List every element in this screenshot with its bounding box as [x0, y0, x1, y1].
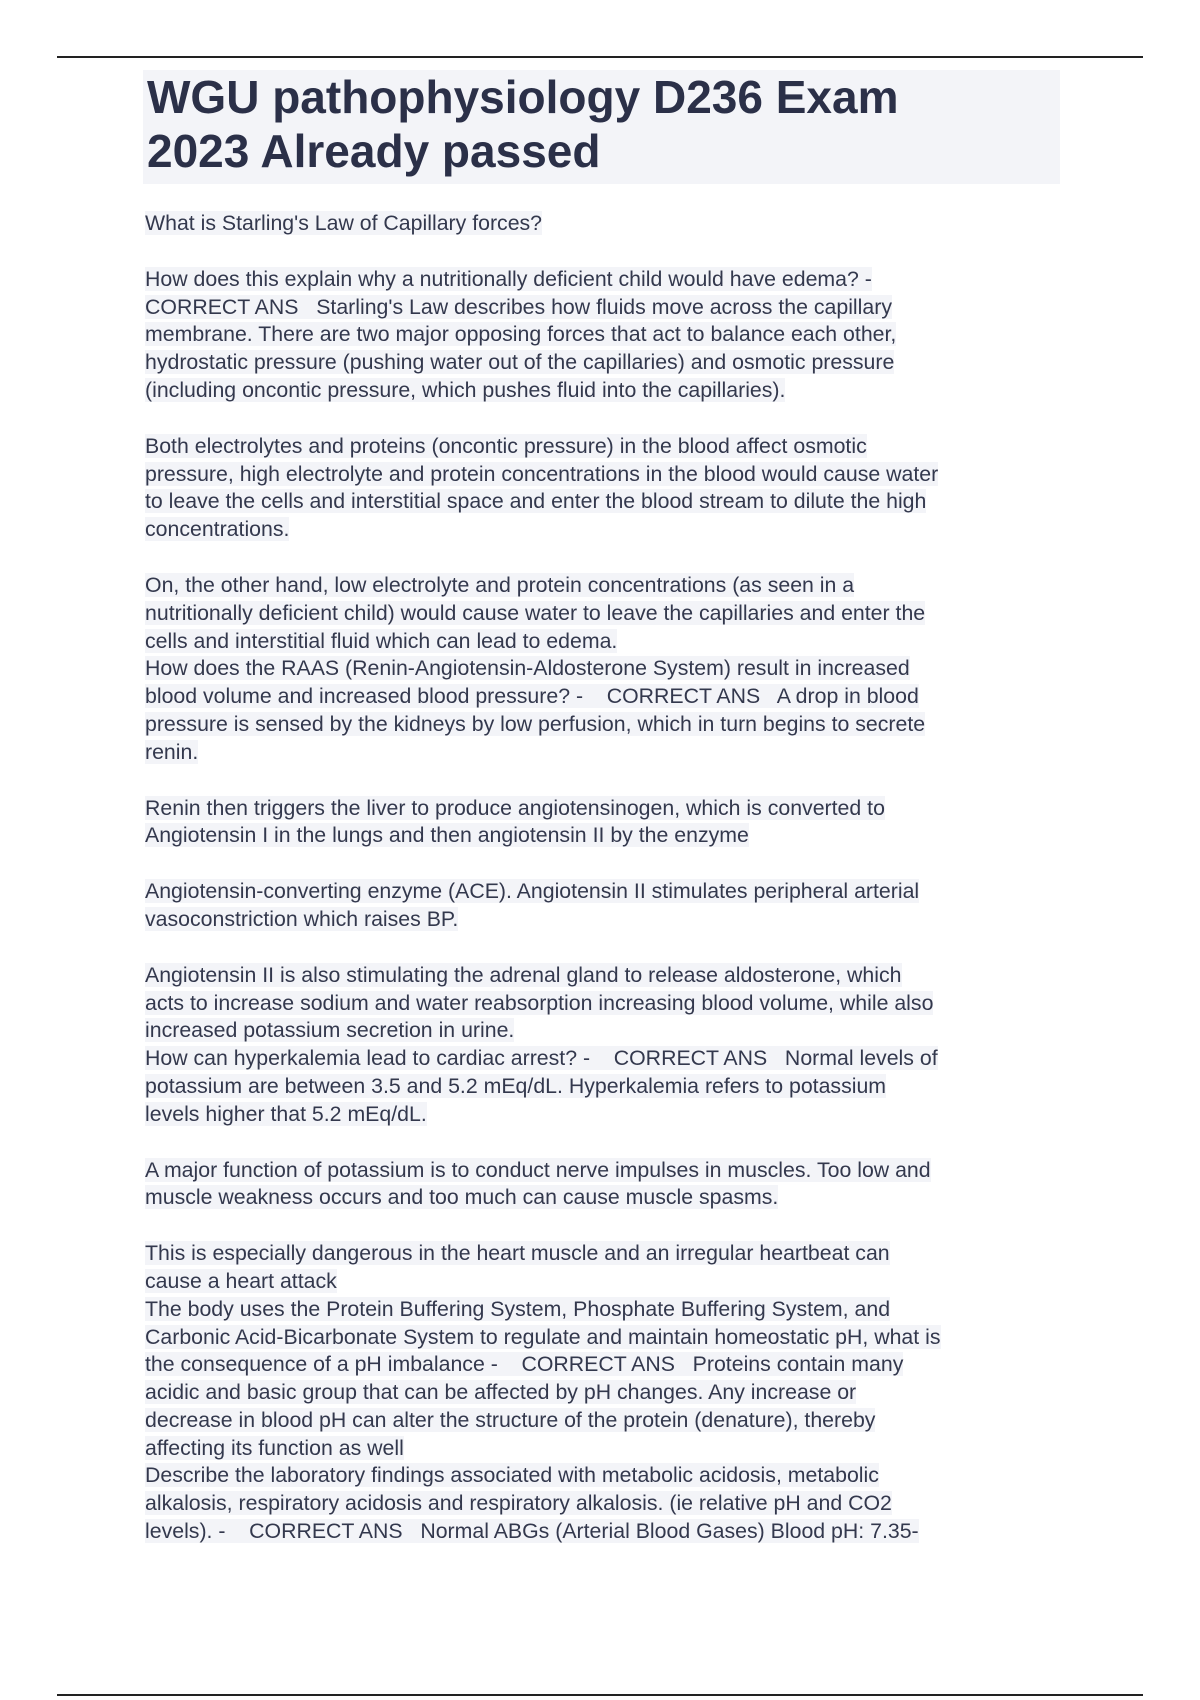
text-line-content: acidic and basic group that can be affected by pH changes. Any increase or — [145, 1380, 857, 1405]
text-line-content: levels higher that 5.2 mEq/dL. — [145, 1101, 427, 1126]
text-line — [145, 962, 1065, 990]
text-line — [145, 433, 1065, 461]
text-line-content: increased potassium secretion in urine. — [145, 1018, 515, 1043]
text-line — [145, 1101, 1065, 1129]
text-line-content: alkalosis, respiratory acidosis and respiratory alkalosis. (ie relative pH and CO2 — [145, 1491, 892, 1516]
text-line-content: nutritionally deficient child) would cause water to leave the capillaries and enter the — [145, 600, 926, 625]
text-line-content: How does the RAAS (Renin-Angiotensin-Aldosterone System) result in increased — [145, 656, 910, 681]
paragraph — [145, 1157, 1065, 1213]
text-line — [145, 1435, 1065, 1463]
text-line — [145, 628, 1065, 656]
text-line — [145, 1296, 1065, 1324]
text-line-content: Both electrolytes and proteins (oncontic pressure) in the blood affect osmotic — [145, 433, 867, 458]
text-line-content: How does this explain why a nutritionally deficient child would have edema? - — [145, 266, 872, 291]
text-line-content: vasoconstriction which raises BP. — [145, 906, 459, 931]
text-line-content: Angiotensin II is also stimulating the adrenal gland to release aldosterone, which — [145, 962, 902, 987]
text-line — [145, 1407, 1065, 1435]
text-line — [145, 990, 1065, 1018]
title-line: 2023 Already passed — [147, 125, 601, 177]
text-line — [145, 210, 1065, 238]
text-line — [145, 739, 1065, 767]
text-line-content: (including oncontic pressure, which pushes fluid into the capillaries). — [145, 377, 786, 402]
text-line — [145, 655, 1065, 683]
text-line-content: concentrations. — [145, 517, 290, 542]
text-line-content: pressure is sensed by the kidneys by low perfusion, which in turn begins to secrete — [145, 711, 926, 736]
text-line — [145, 1073, 1065, 1101]
text-line — [145, 516, 1065, 544]
text-line — [145, 1351, 1065, 1379]
text-line — [145, 294, 1065, 322]
text-line — [145, 906, 1065, 934]
text-line-content: acts to increase sodium and water reabsorption increasing blood volume, while also — [145, 990, 934, 1015]
text-line-content: decrease in blood pH can alter the structure of the protein (denature), thereby — [145, 1407, 876, 1432]
paragraph — [145, 266, 1065, 405]
text-line — [145, 349, 1065, 377]
text-line-content: Describe the laboratory findings associated with metabolic acidosis, metabolic — [145, 1463, 879, 1488]
text-line — [145, 1045, 1065, 1073]
text-line-content: Angiotensin I in the lungs and then angiotensin II by the enzyme — [145, 823, 749, 848]
text-line-content: The body uses the Protein Buffering System, Phosphate Buffering System, and — [145, 1296, 891, 1321]
text-line — [145, 878, 1065, 906]
text-line — [145, 321, 1065, 349]
paragraph — [145, 572, 1065, 767]
paragraph — [145, 878, 1065, 934]
text-line-content: affecting its function as well — [145, 1435, 404, 1460]
text-line — [145, 683, 1065, 711]
text-line — [145, 1017, 1065, 1045]
paragraph — [145, 210, 1065, 238]
text-line — [145, 822, 1065, 850]
paragraph — [145, 795, 1065, 851]
text-line-content: pressure, high electrolyte and protein concentrations in the blood would cause water — [145, 461, 939, 486]
page-title — [147, 70, 1056, 178]
text-line-content: the consequence of a pH imbalance - CORRECT ANS Proteins contain many — [145, 1352, 904, 1377]
text-line-content: blood volume and increased blood pressure? - CORRECT ANS A drop in blood — [145, 684, 919, 709]
text-line — [145, 1462, 1065, 1490]
text-line-content: CORRECT ANS Starling's Law describes how fluids move across the capillary — [145, 294, 892, 319]
text-line-content: What is Starling's Law of Capillary forces? — [145, 211, 543, 235]
bottom-rule — [57, 1694, 1143, 1696]
text-line-content: Renin then triggers the liver to produce angiotensinogen, which is converted to — [145, 795, 885, 820]
text-line-content: hydrostatic pressure (pushing water out of the capillaries) and osmotic pressure — [145, 350, 895, 375]
text-line — [145, 461, 1065, 489]
document-body — [145, 210, 1065, 1574]
paragraph — [145, 1240, 1065, 1546]
text-line-content: How can hyperkalemia lead to cardiac arrest? - CORRECT ANS Normal levels of — [145, 1046, 938, 1071]
text-line-content: A major function of potassium is to conduct nerve impulses in muscles. Too low and — [145, 1157, 931, 1182]
text-line — [145, 1324, 1065, 1352]
text-line-content: Carbonic Acid-Bicarbonate System to regulate and maintain homeostatic pH, what is — [145, 1324, 941, 1349]
text-line-content: This is especially dangerous in the heart muscle and an irregular heartbeat can — [145, 1241, 890, 1266]
text-line — [145, 572, 1065, 600]
text-line — [145, 1379, 1065, 1407]
text-line — [145, 1268, 1065, 1296]
text-line-content: to leave the cells and interstitial space and enter the blood stream to dilute the high — [145, 489, 927, 514]
text-line — [145, 1157, 1065, 1185]
text-line — [145, 711, 1065, 739]
text-line-content: muscle weakness occurs and too much can cause muscle spasms. — [145, 1185, 779, 1210]
top-rule — [57, 56, 1143, 58]
paragraph — [145, 433, 1065, 544]
text-line-content: potassium are between 3.5 and 5.2 mEq/dL. Hyperkalemia refers to potassium — [145, 1073, 887, 1098]
text-line — [145, 795, 1065, 823]
text-line-content: levels). - CORRECT ANS Normal ABGs (Arterial Blood Gases) Blood pH: 7.35- — [145, 1519, 919, 1544]
text-line-content: renin. — [145, 739, 199, 764]
text-line — [145, 600, 1065, 628]
title-line: WGU pathophysiology D236 Exam — [147, 71, 899, 123]
text-line — [145, 488, 1065, 516]
text-line-content: membrane. There are two major opposing forces that act to balance each other, — [145, 322, 897, 347]
text-line — [145, 266, 1065, 294]
title-banner — [143, 70, 1060, 184]
text-line-content: On, the other hand, low electrolyte and protein concentrations (as seen in a — [145, 572, 855, 597]
paragraph — [145, 962, 1065, 1129]
text-line — [145, 1184, 1065, 1212]
text-line-content: Angiotensin-converting enzyme (ACE). Angiotensin II stimulates peripheral arterial — [145, 879, 920, 904]
text-line — [145, 1518, 1065, 1546]
text-line-content: cells and interstitial fluid which can lead to edema. — [145, 628, 618, 653]
text-line — [145, 1490, 1065, 1518]
text-line — [145, 1240, 1065, 1268]
text-line — [145, 377, 1065, 405]
text-line-content: cause a heart attack — [145, 1268, 337, 1293]
